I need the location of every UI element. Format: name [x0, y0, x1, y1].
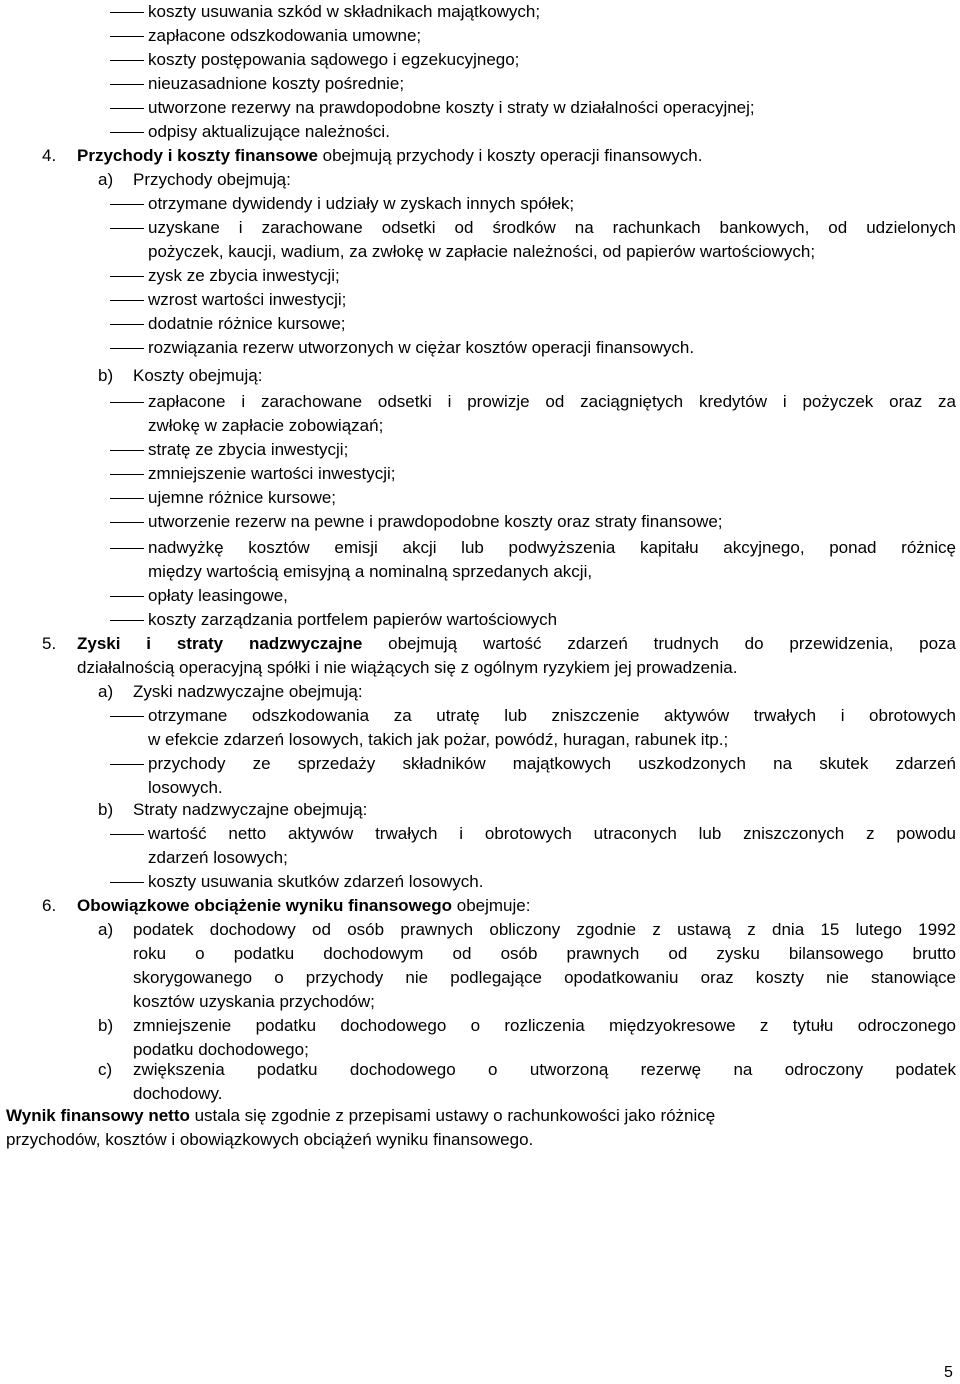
- list-item-continuation: zdarzeń losowych;: [148, 848, 288, 867]
- bullet-dash: [110, 548, 144, 549]
- bullet-dash: [110, 276, 144, 277]
- section-text: obejmują przychody i koszty operacji finansowych.: [317, 146, 703, 165]
- page-number: 5: [944, 1364, 953, 1381]
- section-text-continuation: działalnością operacyjną spółki i nie wiążących się z ogólnym ryzykiem jej prowadzenia.: [77, 658, 738, 677]
- list-item: opłaty leasingowe,: [148, 586, 288, 605]
- paragraph-line: kosztów uzyskania przychodów;: [133, 992, 375, 1011]
- section-number: 6.: [42, 896, 57, 915]
- list-item: zysk ze zbycia inwestycji;: [148, 266, 340, 285]
- list-item: koszty postępowania sądowego i egzekucyjnego;: [148, 50, 520, 69]
- subsection-label: b): [98, 800, 114, 819]
- bullet-dash: [110, 716, 144, 717]
- bullet-dash: [110, 834, 144, 835]
- list-item: uzyskane i zarachowane odsetki od środków na rachunkach bankowych, od udzielonych: [148, 218, 956, 237]
- bullet-dash: [110, 882, 144, 883]
- bullet-dash: [110, 620, 144, 621]
- bullet-dash: [110, 228, 144, 229]
- subsection-title: Zyski nadzwyczajne obejmują:: [133, 682, 363, 701]
- bullet-dash: [110, 450, 144, 451]
- section-title: Zyski i straty nadzwyczajne: [77, 634, 363, 653]
- list-item: ujemne różnice kursowe;: [148, 488, 337, 507]
- list-item: stratę ze zbycia inwestycji;: [148, 440, 349, 459]
- summary-text: ustala się zgodnie z przepisami ustawy o rachunkowości jako różnicę: [189, 1106, 716, 1125]
- subsection-title: Koszty obejmują:: [133, 366, 263, 385]
- subsection-title: Przychody obejmują:: [133, 170, 291, 189]
- list-item-continuation: w efekcie zdarzeń losowych, takich jak pożar, powódź, huragan, rabunek itp.;: [148, 730, 729, 749]
- list-item: rozwiązania rezerw utworzonych w ciężar kosztów operacji finansowych.: [148, 338, 695, 357]
- list-item: utworzenie rezerw na pewne i prawdopodobne koszty oraz straty finansowe;: [148, 512, 723, 531]
- subsection-label: a): [98, 170, 114, 189]
- subsection-title: Straty nadzwyczajne obejmują:: [133, 800, 368, 819]
- list-item: utworzone rezerwy na prawdopodobne koszty i straty w działalności operacyjnej;: [148, 98, 755, 117]
- subsection-label: a): [98, 920, 114, 939]
- list-item: przychody ze sprzedaży składników majątkowych uszkodzonych na skutek zdarzeń: [148, 754, 956, 773]
- list-item: dodatnie różnice kursowe;: [148, 314, 346, 333]
- section-title: Obowiązkowe obciążenie wyniku finansowego: [77, 896, 453, 915]
- paragraph-line: podatek dochodowy od osób prawnych obliczony zgodnie z ustawą z dnia 15 lutego 1992: [133, 920, 956, 939]
- bullet-dash: [110, 60, 144, 61]
- bullet-dash: [110, 204, 144, 205]
- section-number: 4.: [42, 146, 57, 165]
- list-item: wartość netto aktywów trwałych i obrotowych utraconych lub zniszczonych z powodu: [148, 824, 956, 843]
- bullet-dash: [110, 348, 144, 349]
- bullet-dash: [110, 402, 144, 403]
- section-text: obejmuje:: [452, 896, 531, 915]
- bullet-dash: [110, 300, 144, 301]
- list-item: wzrost wartości inwestycji;: [148, 290, 347, 309]
- paragraph-line: zmniejszenie podatku dochodowego o rozliczenia międzyokresowe z tytułu odroczonego: [133, 1016, 956, 1035]
- subsection-label: b): [98, 366, 114, 385]
- summary-paragraph: [6, 1104, 715, 1128]
- list-item: otrzymane odszkodowania za utratę lub zniszczenie aktywów trwałych i obrotowych: [148, 706, 956, 725]
- bullet-dash: [110, 12, 144, 13]
- bullet-dash: [110, 108, 144, 109]
- subsection-label: b): [98, 1016, 114, 1035]
- bullet-dash: [110, 36, 144, 37]
- paragraph-line: dochodowy.: [133, 1084, 223, 1103]
- list-item: zapłacone odszkodowania umowne;: [148, 26, 422, 45]
- list-item: koszty zarządzania portfelem papierów wartościowych: [148, 610, 558, 629]
- bullet-dash: [110, 498, 144, 499]
- bullet-dash: [110, 474, 144, 475]
- bullet-dash: [110, 84, 144, 85]
- list-item: koszty usuwania skutków zdarzeń losowych.: [148, 872, 484, 891]
- paragraph-line: zwiększenia podatku dochodowego o utworzoną rezerwę na odroczony podatek: [133, 1060, 956, 1079]
- section-text: obejmują wartość zdarzeń trudnych do przewidzenia, poza: [362, 634, 956, 653]
- list-item: nadwyżkę kosztów emisji akcji lub podwyższenia kapitału akcyjnego, ponad różnicę: [148, 538, 956, 557]
- bullet-dash: [110, 132, 144, 133]
- section-heading: [77, 632, 956, 656]
- list-item: zmniejszenie wartości inwestycji;: [148, 464, 396, 483]
- list-item: zapłacone i zarachowane odsetki i prowizje od zaciągniętych kredytów i pożyczek oraz za: [148, 392, 956, 411]
- subsection-label: c): [98, 1060, 113, 1079]
- bullet-dash: [110, 522, 144, 523]
- section-heading: [77, 144, 702, 168]
- list-item: odpisy aktualizujące należności.: [148, 122, 390, 141]
- section-number: 5.: [42, 634, 57, 653]
- list-item: koszty usuwania szkód w składnikach majątkowych;: [148, 2, 541, 21]
- summary-paragraph-continuation: przychodów, kosztów i obowiązkowych obciążeń wyniku finansowego.: [6, 1130, 534, 1149]
- list-item-continuation: zwłokę w zapłacie zobowiązań;: [148, 416, 384, 435]
- paragraph-line: roku o podatku dochodowym od osób prawnych od zysku bilansowego brutto: [133, 944, 956, 963]
- subsection-label: a): [98, 682, 114, 701]
- paragraph-line: skorygowanego o przychody nie podlegające opodatkowaniu oraz koszty nie stanowiące: [133, 968, 956, 987]
- bullet-dash: [110, 764, 144, 765]
- paragraph-line: podatku dochodowego;: [133, 1040, 309, 1059]
- list-item-continuation: losowych.: [148, 778, 223, 797]
- summary-bold: Wynik finansowy netto: [6, 1106, 190, 1125]
- section-heading: [77, 894, 530, 918]
- list-item: otrzymane dywidendy i udziały w zyskach innych spółek;: [148, 194, 575, 213]
- list-item: nieuzasadnione koszty pośrednie;: [148, 74, 405, 93]
- list-item-continuation: pożyczek, kaucji, wadium, za zwłokę w zapłacie należności, od papierów wartościowych;: [148, 242, 816, 261]
- bullet-dash: [110, 596, 144, 597]
- bullet-dash: [110, 324, 144, 325]
- list-item-continuation: między wartością emisyjną a nominalną sprzedanych akcji,: [148, 562, 593, 581]
- section-title: Przychody i koszty finansowe: [77, 146, 318, 165]
